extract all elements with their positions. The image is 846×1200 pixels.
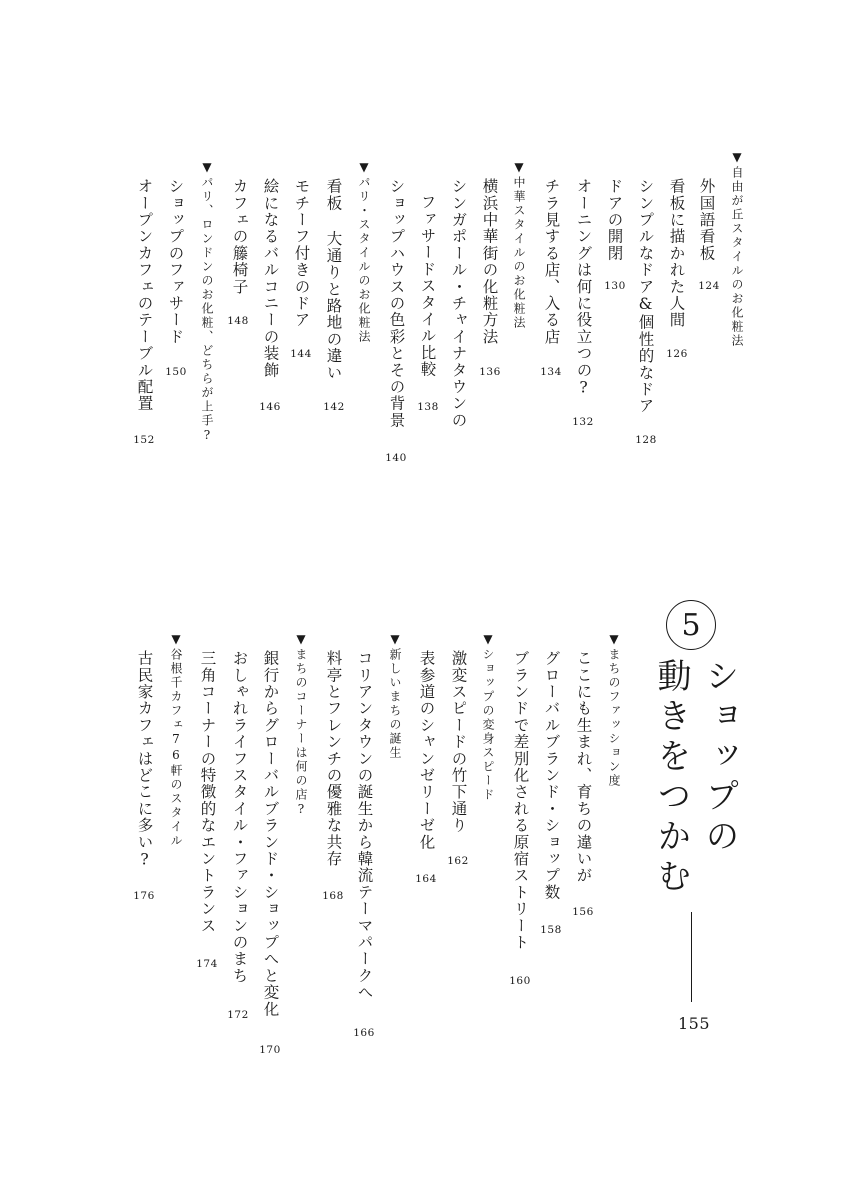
toc-item-title[interactable]: シンプルなドア&個性的なドア bbox=[636, 178, 655, 415]
chapter-divider bbox=[691, 912, 692, 1002]
toc-item-title[interactable]: おしゃれライフスタイル・ファションのまち bbox=[230, 650, 249, 984]
toc-item-page: 138 bbox=[417, 401, 439, 413]
toc-item-page: 130 bbox=[604, 280, 626, 292]
toc-item-title[interactable]: 看板に描かれた人間 bbox=[667, 178, 686, 329]
toc-item-page: 170 bbox=[259, 1044, 281, 1056]
toc-item-title[interactable]: ショップのファサード bbox=[166, 178, 185, 345]
page-number: 155 bbox=[678, 1014, 711, 1033]
toc-item-page: 164 bbox=[415, 873, 437, 885]
toc-item-page: 126 bbox=[666, 348, 688, 360]
toc-item-title[interactable]: ドアの開閉 bbox=[605, 178, 624, 262]
toc-item-page: 140 bbox=[385, 452, 407, 464]
toc-item-title[interactable]: ショップハウスの色彩とその背景 bbox=[387, 178, 406, 429]
section-heading: ▼パリ・スタイルのお化粧法 bbox=[357, 160, 371, 344]
chapter-title-line1: ショップの bbox=[699, 658, 739, 858]
toc-item-title[interactable]: 激変スピードの竹下通り bbox=[449, 650, 468, 834]
toc-item-title[interactable]: 看板 大通りと路地の違い bbox=[324, 178, 343, 381]
toc-item-page: 160 bbox=[509, 975, 531, 987]
toc-item-title[interactable]: グローバルブランド・ショップ数 bbox=[542, 650, 561, 901]
section-heading: ▼谷根千カフェ76軒のスタイル bbox=[169, 632, 183, 848]
toc-item-title[interactable]: 表参道のシャンゼリーゼ化 bbox=[417, 650, 436, 851]
chapter-title-line2: 動きをつかむ bbox=[651, 658, 691, 898]
toc-item-title[interactable]: 銀行からグローバルブランド・ショップへと変化 bbox=[261, 650, 280, 1018]
toc-item-title[interactable]: コリアンタウンの誕生から韓流テーマパークへ bbox=[355, 650, 374, 1001]
toc-item-page: 174 bbox=[196, 958, 218, 970]
section-heading: ▼パリ、ロンドンのお化粧、どちらが上手? bbox=[200, 160, 214, 444]
toc-item-title[interactable]: モチーフ付きのドア bbox=[292, 178, 311, 329]
toc-item-page: 144 bbox=[290, 348, 312, 360]
toc-item-title[interactable]: ブランドで差別化される原宿ストリート bbox=[511, 650, 530, 951]
toc-item-page: 172 bbox=[227, 1009, 249, 1021]
toc-item-title[interactable]: 横浜中華街の化粧方法 bbox=[480, 178, 499, 345]
section-heading: ▼まちのコーナーは何の店? bbox=[294, 632, 308, 818]
section-heading: ▼ショップの変身スピード bbox=[481, 632, 495, 802]
toc-item-title[interactable]: カフェの籐椅子 bbox=[230, 178, 249, 295]
toc-item-title-continued[interactable]: ファサードスタイル比較 bbox=[418, 194, 437, 378]
toc-item-page: 158 bbox=[540, 924, 562, 936]
toc-item-page: 152 bbox=[133, 434, 155, 446]
toc-item-page: 132 bbox=[572, 416, 594, 428]
toc-item-title[interactable]: 料亭とフレンチの優雅な共存 bbox=[324, 650, 343, 868]
section-heading: ▼自由が丘スタイルのお化粧法 bbox=[730, 150, 744, 348]
toc-item-title[interactable]: 古民家カフェはどこに多い? bbox=[135, 650, 154, 870]
chapter-number: 5 bbox=[666, 600, 716, 650]
toc-item-title[interactable]: オーニングは何に役立つの? bbox=[574, 178, 593, 398]
toc-item-title[interactable]: 三角コーナーの特徴的なエントランス bbox=[198, 650, 217, 934]
toc-item-page: 136 bbox=[479, 366, 501, 378]
toc-item-page: 150 bbox=[165, 366, 187, 378]
toc-item-page: 176 bbox=[133, 890, 155, 902]
section-heading: ▼中華スタイルのお化粧法 bbox=[512, 160, 526, 330]
toc-item-page: 156 bbox=[572, 906, 594, 918]
section-heading: ▼まちのファッション度 bbox=[607, 632, 621, 788]
toc-item-page: 128 bbox=[635, 434, 657, 446]
toc-item-title[interactable]: 絵になるバルコニーの装飾 bbox=[261, 178, 280, 379]
section-heading: ▼新しいまちの誕生 bbox=[388, 632, 402, 760]
toc-item-page: 148 bbox=[227, 315, 249, 327]
toc-item-page: 162 bbox=[447, 855, 469, 867]
toc-item-title[interactable]: シンガポール・チャイナタウンの bbox=[449, 178, 468, 429]
toc-item-title[interactable]: ここにも生まれ、育ちの違いが bbox=[574, 650, 593, 884]
toc-item-page: 142 bbox=[323, 401, 345, 413]
toc-item-page: 166 bbox=[353, 1027, 375, 1039]
toc-item-title[interactable]: チラ見する店、入る店 bbox=[542, 178, 561, 345]
toc-item-page: 168 bbox=[322, 890, 344, 902]
toc-item-page: 146 bbox=[259, 401, 281, 413]
toc-item-page: 124 bbox=[698, 280, 720, 292]
toc-item-page: 134 bbox=[540, 366, 562, 378]
toc-item-title[interactable]: 外国語看板 bbox=[697, 178, 716, 262]
toc-item-title[interactable]: オープンカフェのテーブル配置 bbox=[135, 178, 154, 412]
